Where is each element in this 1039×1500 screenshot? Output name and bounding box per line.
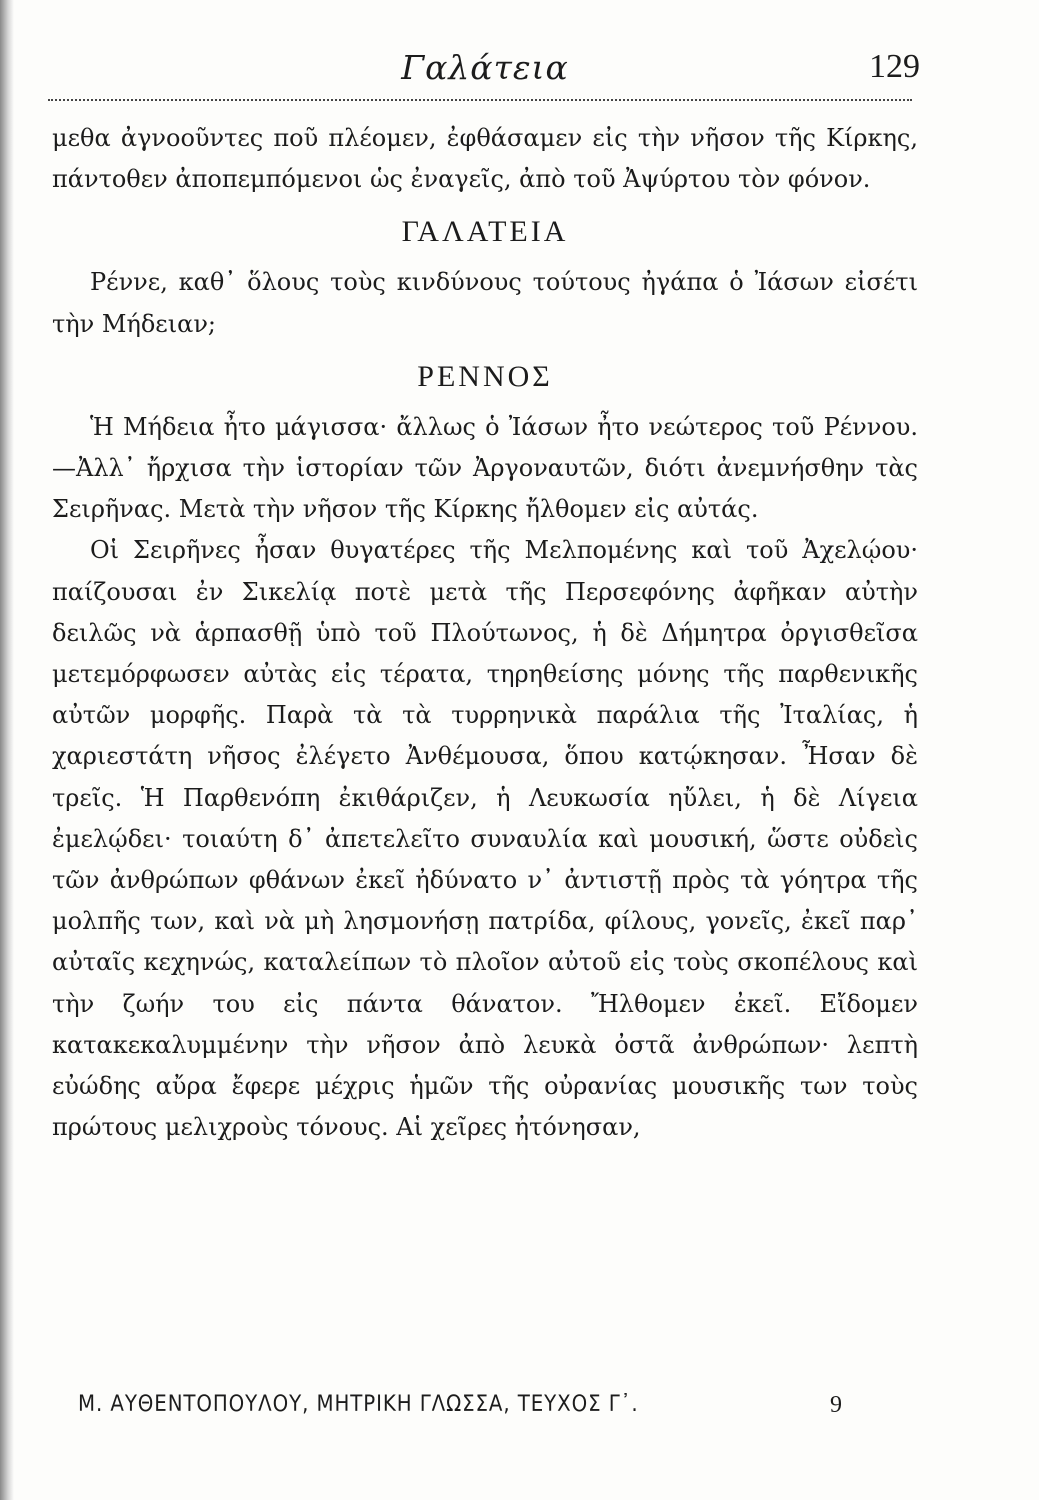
speaker-heading-galateia: ΓΑΛΑΤΕΙΑ xyxy=(401,215,569,249)
page-header xyxy=(50,40,920,90)
footer-imprint: Μ. ΑΥΘΕΝΤΟΠΟΥΛΟΥ, ΜΗΤΡΙΚΗ ΓΛΩΣΣΑ, ΤΕΥΧΟΣ Γ᾿. xyxy=(78,1392,639,1417)
running-title: Γαλάτεια xyxy=(401,48,569,87)
paragraph-continuation: μεθα ἀγνοοῦντες ποῦ πλέομεν, ἐφθάσαμεν εἰς τὴν νῆσον τῆς Κίρκης, πάντοθεν ἀποπεμπόμενοι ὡς ἐναγεῖς, ἀπὸ τοῦ Ἀψύρτου τὸν φόνον. xyxy=(52,124,918,194)
page-binding-shadow xyxy=(0,0,14,1500)
paragraph-sirens: Οἱ Σειρῆνες ἦσαν θυγατέρες τῆς Μελπομένης καὶ τοῦ Ἀχελῴου· παίζουσαι ἐν Σικελίᾳ ποτὲ μετὰ τῆς Περσεφόνης ἀφῆκαν αὐτὴν δειλῶς νὰ ἁρπασθῇ ὑπὸ τοῦ Πλούτωνος, ἡ δὲ Δήμητρα ὀργισθεῖσα μετεμόρφωσεν αὐτὰς εἰς τέρατα, τηρηθείσης μόνης τῆς παρθενικῆς αὐτῶν μορφῆς. Παρὰ τὰ τὰ τυρρηνικὰ παράλια τῆς Ἰταλίας, ἡ χαριεστάτη νῆσος ἐλέγετο Ἀνθέμουσα, ὅπου κατῴκησαν. Ἦσαν δὲ τρεῖς. Ἡ Παρθενόπη ἐκιθάριζεν, ἡ Λευκωσία ηὔλει, ἡ δὲ Λίγεια ἐμελῴδει· τοιαύτη δ᾿ ἀπετελεῖτο συναυλία καὶ μουσική, ὥστε οὐδεὶς τῶν ἀνθρώπων φθάνων ἐκεῖ ἠδύνατο ν᾿ ἀντιστῇ πρὸς τὰ γόητρα τῆς μολπῆς των, καὶ νὰ μὴ λησμονήσῃ πατρίδα, φίλους, γονεῖς, ἐκεῖ παρ᾿ αὐταῖς κεχηνώς, καταλείπων τὸ πλοῖον αὐτοῦ εἰς τοὺς σκοπέλους καὶ τὴν ζωήν του εἰς πάντα θάνατον. Ἤλθομεν ἐκεῖ. Εἴδομεν κατακεκαλυμμένην τὴν νῆσον ἀπὸ λευκὰ ὀστᾶ ἀνθρώπων· λεπτὴ εὐώδης αὔρα ἔφερε μέχρις ἡμῶν τῆς οὐρανίας μουσικῆς των τοὺς πρώτους μελιχροὺς τόνους. Αἱ χεῖρες ἠτόνησαν, xyxy=(52,536,918,1142)
paragraph-rennos-reply: Ἡ Μήδεια ἦτο μάγισσα· ἄλλως ὁ Ἰάσων ἦτο νεώτερος τοῦ Ρέννου.—Ἀλλ᾿ ἤρχισα τὴν ἱστορίαν τῶν Ἀργοναυτῶν, διότι ἀνεμνήσθην τὰς Σειρῆνας. Μετὰ τὴν νῆσον τῆς Κίρκης ἤλθομεν εἰς αὐτάς. xyxy=(52,412,918,524)
paragraph-galateia-question: Ρέννε, καθ᾿ ὅλους τοὺς κινδύνους τούτους ἠγάπα ὁ Ἰάσων εἰσέτι τὴν Μήδειαν; xyxy=(52,268,918,338)
page-body xyxy=(52,118,918,1148)
page-number: 129 xyxy=(869,48,920,85)
speaker-heading-rennos: ΡΕΝΝΟΣ xyxy=(417,359,553,393)
page-footer xyxy=(78,1392,878,1432)
header-rule xyxy=(48,99,912,101)
signature-mark: 9 xyxy=(830,1392,842,1418)
